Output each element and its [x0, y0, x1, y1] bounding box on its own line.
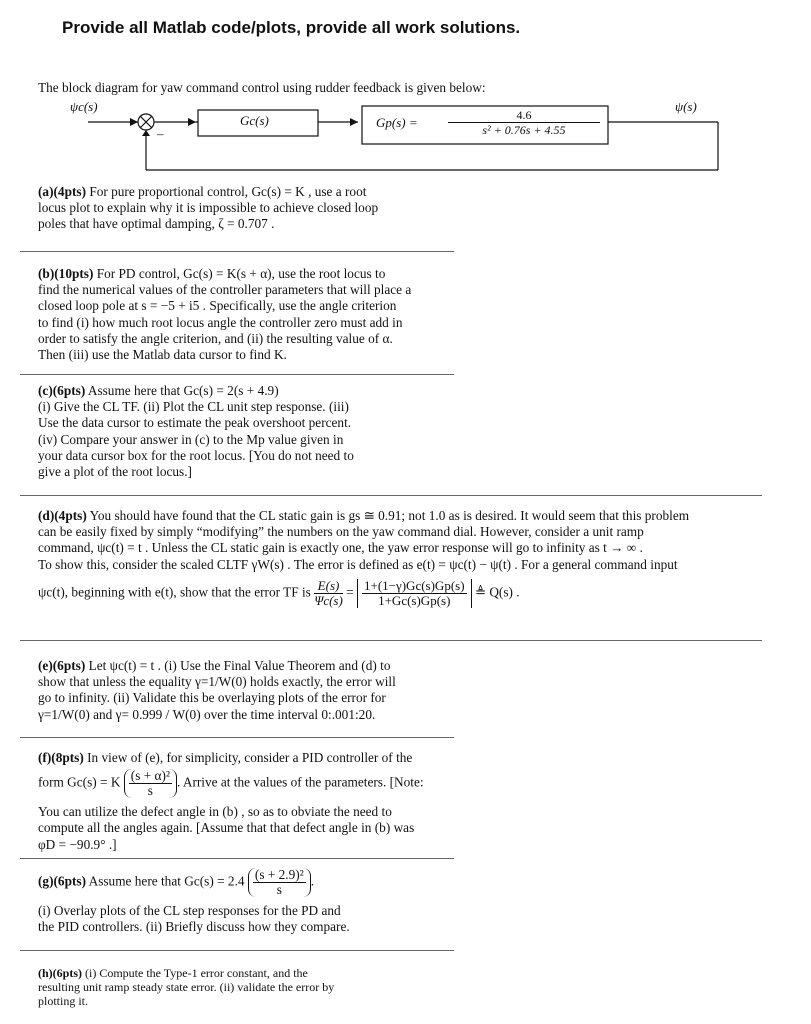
part-f: (f)(8pts) In view of (e), for simplicity, consider a PID controller of the form Gc(s) = K $\frac{\text{(s + α)²}}{s}$ . Arrive at the values of the parameters. [Note: You can utilize the defect angle in (b) , so as to obviate the need to compute all the angles again. [Assume that that defect angle in (b) was φD = −90.9° .] — [38, 750, 424, 852]
divider — [20, 251, 454, 252]
plant-tf: $\frac{4.6}{\text{s² + 0.76s + 4.55}}$ — [448, 108, 600, 137]
part-e: (e)(6pts) Let ψc(t) = t . (i) Use the Final Value Theorem and (d) to show that unless the equality γ=1/W(0) holds exactly, the error will go to infinity. (ii) Validate this be overlaying plots of the error for γ=1/W(0) and γ= 0.999 / W(0) over the time interval 0:.001:20. — [38, 658, 396, 722]
part-a: (a)(4pts) For pure proportional control, Gc(s) = K , use a root locus plot to explain why it is impossible to achieve closed loop poles that have optimal damping, ζ = 0.707 . — [38, 184, 379, 232]
part-g: (g)(6pts) Assume here that Gc(s) = 2.4 $\frac{\text{(s + 2.9)²}}{s}$ . (i) Overlay plots of the CL step responses for the PD and the PID controllers. (ii) Briefly discuss how they compare. — [38, 867, 350, 935]
part-d: (d)(4pts) You should have found that the CL static gain is gs ≅ 0.91; not 1.0 as is desired. It would seem that this problem can be easily fixed by simply “modifying” the numbers on the yaw command dial. However, consider a unit ramp command, ψc(t) = t . Unless the CL static gain is exactly one, the yaw error response will go to infinity as t → ∞ . To show this, consider the scaled CLTF γW(s) . The error is defined as e(t) = ψc(t) − ψ(t) . For a general command input ψc(t), beginning with e(t), show that the error TF is $\frac{E(s)}{\Psi c(s)}$ = $\frac{1+(1-\gamma)Gc(s)Gp(s)}{1+Gc(s)Gp(s)}$ ≜ Q(s) . — [38, 508, 690, 608]
divider — [20, 640, 762, 641]
plant-label: Gp(s) = — [376, 115, 418, 130]
input-label: ψc(s) — [70, 99, 98, 114]
part-c: (c)(6pts) Assume here that Gc(s) = 2(s + 4.9) (i) Give the CL TF. (ii) Plot the CL unit step response. (iii) Use the data cursor to estimate the peak overshoot percent. (iv) Compare your answer in (c) to the Mp value given in your data cursor box for the root locus. [You do not need to give a plot of the root locus.] — [38, 383, 354, 480]
part-h: (h)(6pts) (i) Compute the Type-1 error constant, and the resulting unit ramp steady state error. (ii) validate the error by plotting it. — [38, 966, 335, 1008]
divider — [20, 858, 454, 859]
part-b: (b)(10pts) For PD control, Gc(s) = K(s + α), use the root locus to find the numerical values of the controller parameters that will place a closed loop pole at s = −5 + i5 . Specifically, use the angle criterion to find (i) how much root locus angle the controller zero must add in order to satisfy the angle criterion, and (ii) the resulting value of α. Then (iii) use the Matlab data cursor to find K. — [38, 266, 412, 363]
minus-sign: – — [157, 126, 164, 141]
divider — [20, 737, 454, 738]
page-title: Provide all Matlab code/plots, provide all work solutions. — [62, 18, 521, 37]
divider — [20, 374, 454, 375]
intro-text: The block diagram for yaw command control using rudder feedback is given below: — [38, 80, 486, 95]
divider — [20, 495, 762, 496]
controller-label: Gc(s) — [240, 113, 269, 128]
output-label: ψ(s) — [675, 99, 697, 114]
divider — [20, 950, 454, 951]
